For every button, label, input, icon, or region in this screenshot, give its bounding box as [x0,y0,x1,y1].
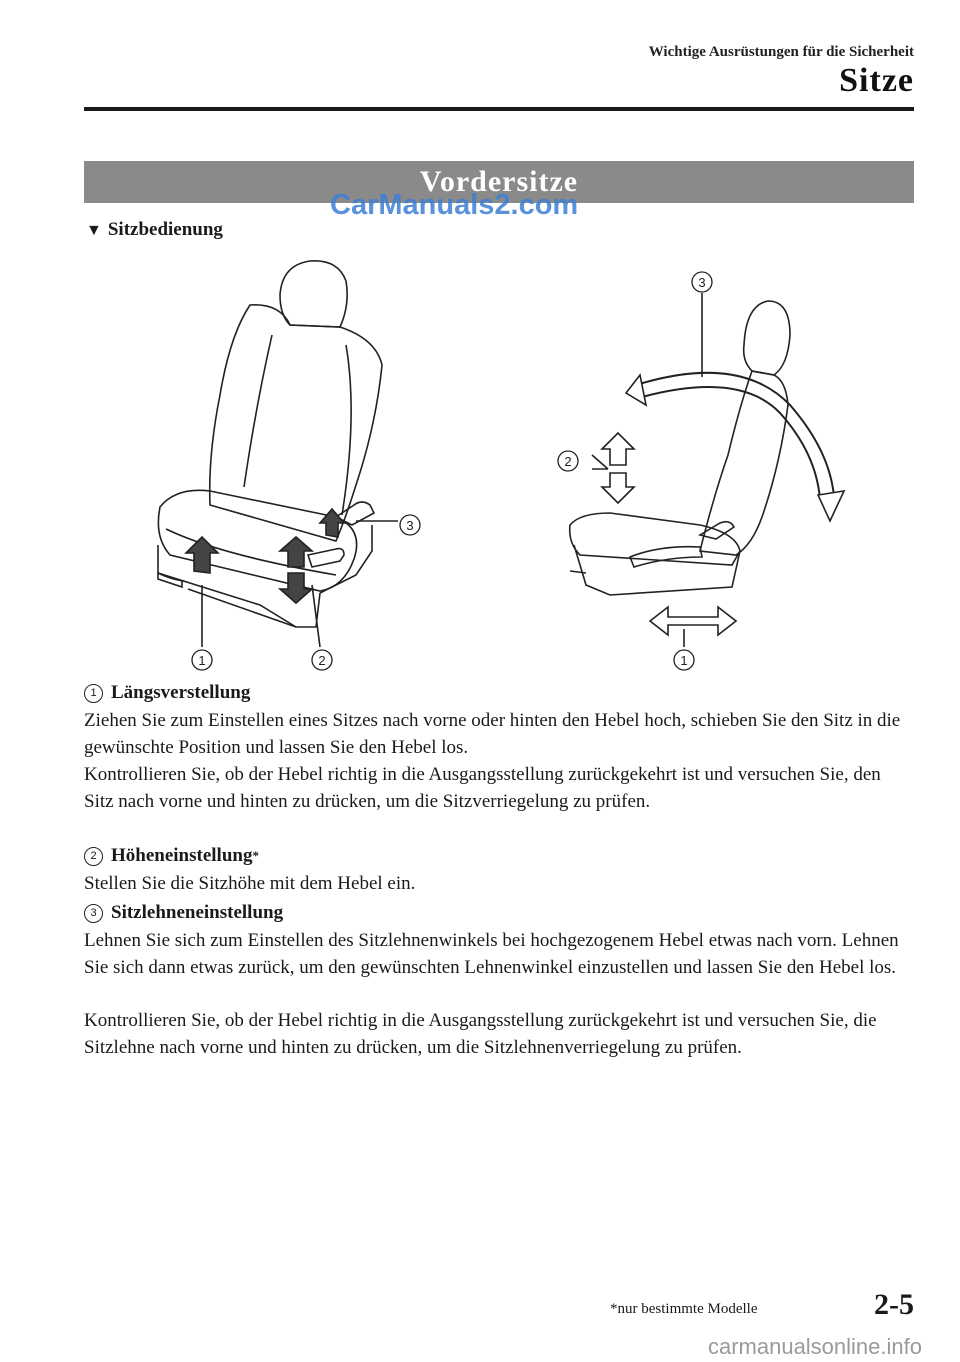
section-title: Sitze [839,62,914,99]
item-2-paragraph-1: Stellen Sie die Sitzhöhe mit dem Hebel ein. [84,873,416,894]
page-number: 2-5 [874,1288,914,1321]
callout-left-3: 3 [406,518,414,533]
section-banner: Vordersitze [84,161,914,203]
chapter-title: Wichtige Ausrüstungen für die Sicherheit [648,44,914,60]
callout-right-1: 1 [680,653,688,668]
header-rule [84,107,914,111]
seat-front-view-drawing [158,261,398,647]
item-title-3: Sitzlehneneinstellung [111,902,284,923]
item-heading-2 [84,845,259,867]
watermark-top: CarManuals2.com [330,189,579,221]
item-heading-3 [84,902,283,924]
number-1-icon: 1 [84,684,103,703]
seat-side-view-drawing [570,293,844,647]
footnote-marker: * [252,848,259,863]
number-3-icon: 3 [84,904,103,923]
number-2-icon: 2 [84,847,103,866]
item-3-paragraph-1: Lehnen Sie sich zum Einstellen des Sitzlehnenwinkels bei hochgezogenem Hebel etwas nach vorn. Lehnen Sie sich dann etwas zurück, um den gewünschten Lehnenwinkel einzustellen und lassen Sie den Hebel los. [84,930,899,978]
callout-left-1: 1 [198,653,206,668]
item-3-paragraph-2: Kontrollieren Sie, ob der Hebel richtig in die Ausgangsstellung zurückgekehrt ist und versuchen Sie, die Sitzlehne nach vorne und hinten zu drücken, um die Sitzlehnenverriegelung zu prüfen. [84,1010,877,1058]
seat-illustration [140,255,880,675]
subsection-heading [86,219,223,241]
footnote: *nur bestimmte Modelle [610,1301,758,1317]
triangle-marker-icon: ▼ [86,222,102,239]
callout-right-3: 3 [698,275,706,290]
item-title-2: Höheneinstellung [111,845,253,866]
callout-left-2: 2 [318,653,326,668]
watermark-bottom: carmanualsonline.info [707,1334,922,1359]
item-title-1: Längsverstellung [111,682,251,703]
item-heading-1 [84,682,250,704]
callout-right-2: 2 [564,454,572,469]
item-1-paragraph-2: Kontrollieren Sie, ob der Hebel richtig in die Ausgangsstellung zurückgekehrt ist und versuchen Sie, den Sitz nach vorne und hinten zu drücken, um die Sitzverriegelung zu prüfen. [84,764,881,812]
subsection-title: Sitzbedienung [107,219,223,240]
item-1-paragraph-1: Ziehen Sie zum Einstellen eines Sitzes nach vorne oder hinten den Hebel hoch, schieben Sie den Sitz in die gewünschte Position und lassen Sie den Hebel los. [84,710,901,758]
